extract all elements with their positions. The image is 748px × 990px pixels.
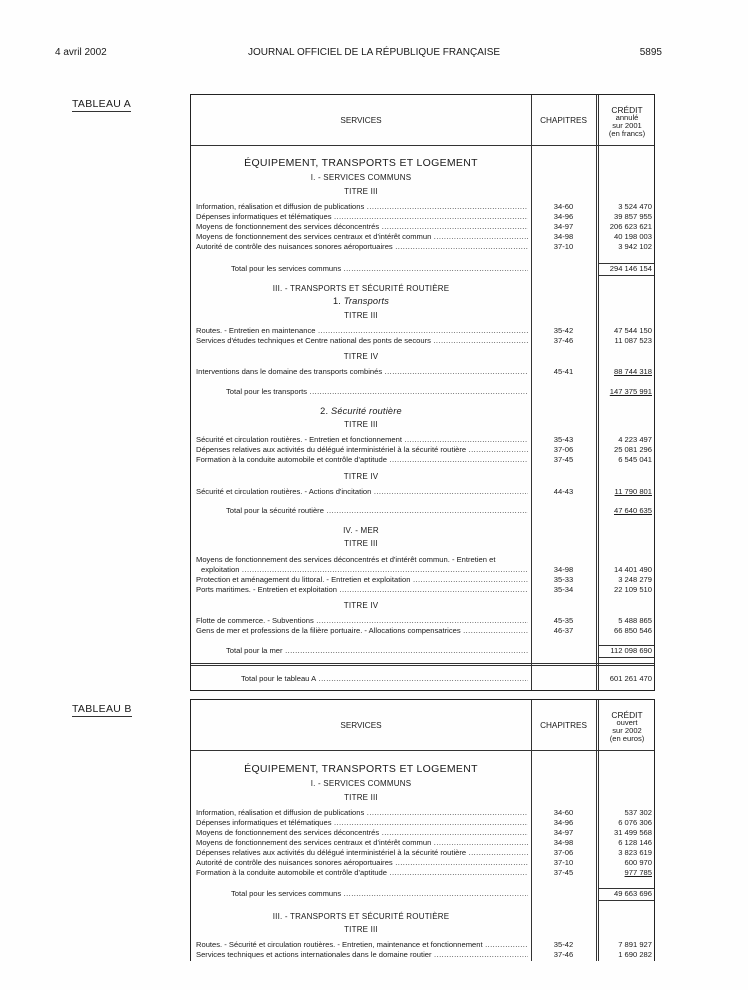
- col-header-chapitres: CHAPITRES: [540, 116, 587, 125]
- row-label: Services techniques et actions internationales dans le domaine routier .....: [196, 950, 528, 960]
- row-amount: 22 109 510: [613, 585, 652, 594]
- row-amount: 6 545 041: [618, 455, 652, 464]
- total-label: Total pour les services communs .....: [231, 264, 528, 274]
- section-title: III. - TRANSPORTS ET SÉCURITÉ ROUTIÈRE: [272, 912, 450, 921]
- col-header-credit: CRÉDIT: [611, 710, 643, 720]
- row-label: Moyens de fonctionnement des services déconcentrés et d'intérêt commun. - Entretien et: [196, 555, 496, 564]
- grand-total-label: Total pour le tableau A .....: [241, 674, 528, 684]
- row-chapitre: 37-06: [553, 848, 574, 857]
- col-header-services: SERVICES: [340, 116, 382, 125]
- col-header-credit-unit: (en euros): [609, 734, 645, 743]
- row-label: Formation à la conduite automobile et contrôle d'aptitude .....: [196, 455, 528, 465]
- subsection-number: 1.: [332, 296, 342, 306]
- row-amount: 39 857 955: [613, 212, 652, 221]
- section-title: III. - TRANSPORTS ET SÉCURITÉ ROUTIÈRE: [272, 284, 450, 293]
- row-chapitre: 37-06: [553, 445, 574, 454]
- col-header-credit-sub: ouvert: [616, 718, 638, 727]
- grand-total-divider: [191, 665, 654, 666]
- subsection-number: 2.: [320, 406, 329, 416]
- ministry-title: ÉQUIPEMENT, TRANSPORTS ET LOGEMENT: [244, 763, 478, 775]
- row-label: Information, réalisation et diffusion de publications .....: [196, 808, 528, 818]
- row-label: Interventions dans le domaine des transports combinés .....: [196, 367, 528, 377]
- row-amount: 3 823 619: [618, 848, 652, 857]
- row-amount: 3 524 470: [618, 202, 652, 211]
- total-label: Total pour la sécurité routière .....: [226, 506, 528, 516]
- row-amount: 977 785: [624, 868, 652, 877]
- total-amount: 49 663 696: [613, 889, 652, 898]
- row-chapitre: 35-33: [553, 575, 574, 584]
- column-divider: [531, 95, 532, 690]
- row-label: Dépenses informatiques et télématiques .....: [196, 818, 528, 828]
- subsection-title: [191, 296, 531, 306]
- grand-total-amount: 601 261 470: [609, 674, 652, 683]
- row-amount: 40 198 003: [613, 232, 652, 241]
- tableau-b: [190, 699, 655, 961]
- subsection-title: [191, 406, 531, 416]
- row-amount: 11 790 801: [614, 487, 652, 496]
- col-header-chapitres: CHAPITRES: [540, 721, 587, 730]
- row-chapitre: 35-43: [553, 435, 574, 444]
- grand-total-divider: [191, 663, 654, 664]
- titre-heading: TITRE III: [344, 925, 378, 934]
- col-header-credit-sub: sur 2002: [612, 726, 642, 735]
- row-label-continued: exploitation .....: [201, 565, 528, 575]
- row-chapitre: 37-10: [553, 858, 574, 867]
- row-chapitre: 34-97: [553, 828, 574, 837]
- titre-heading: TITRE III: [344, 539, 378, 548]
- titre-heading: TITRE IV: [343, 601, 379, 610]
- row-amount: 7 891 927: [618, 940, 652, 949]
- page-date: 4 avril 2002: [55, 47, 107, 58]
- row-label: Routes. - Sécurité et circulation routières. - Entretien, maintenance et fonctionnement .....: [196, 940, 528, 950]
- row-label: Routes. - Entretien en maintenance .....: [196, 326, 528, 336]
- header-divider: [191, 750, 654, 751]
- row-amount: 66 850 546: [613, 626, 652, 635]
- tableau-b-label: TABLEAU B: [72, 703, 132, 715]
- row-chapitre: 37-10: [553, 242, 574, 251]
- row-label: Ports maritimes. - Entretien et exploitation .....: [196, 585, 528, 595]
- titre-heading: TITRE III: [344, 793, 378, 802]
- row-label: Sécurité et circulation routières. - Actions d'incitation .....: [196, 487, 528, 497]
- row-amount: 3 248 279: [618, 575, 652, 584]
- row-amount: 537 302: [624, 808, 652, 817]
- column-divider: [596, 700, 597, 961]
- row-amount: 1 690 282: [618, 950, 652, 959]
- row-label: Flotte de commerce. - Subventions .....: [196, 616, 528, 626]
- titre-heading: TITRE III: [344, 420, 378, 429]
- titre-heading: TITRE III: [344, 311, 378, 320]
- row-label: Dépenses relatives aux activités du délégué interministériel à la sécurité routière .....: [196, 445, 528, 455]
- row-chapitre: 34-98: [553, 232, 574, 241]
- row-label: Information, réalisation et diffusion de publications .....: [196, 202, 528, 212]
- row-amount: 31 499 568: [613, 828, 652, 837]
- titre-heading: TITRE III: [344, 187, 378, 196]
- total-label: Total pour les services communs .....: [231, 889, 528, 899]
- total-amount: 47 640 635: [613, 506, 652, 515]
- section-title: I. - SERVICES COMMUNS: [310, 173, 412, 182]
- row-amount: 11 087 523: [614, 336, 652, 345]
- total-amount: 147 375 991: [609, 387, 652, 396]
- row-chapitre: 45-41: [553, 367, 574, 376]
- total-amount: 112 098 690: [610, 646, 652, 655]
- row-amount: 88 744 318: [613, 367, 652, 376]
- row-chapitre: 37-46: [553, 336, 574, 345]
- row-label: Dépenses relatives aux activités du délégué interministériel à la sécurité routière .....: [196, 848, 528, 858]
- row-label: Formation à la conduite automobile et contrôle d'aptitude .....: [196, 868, 528, 878]
- row-chapitre: 44-43: [553, 487, 574, 496]
- row-amount: 14 401 490: [613, 565, 652, 574]
- row-chapitre: 35-42: [553, 326, 574, 335]
- row-chapitre: 35-34: [553, 585, 574, 594]
- row-amount: 4 223 497: [618, 435, 652, 444]
- row-amount: 25 081 296: [613, 445, 652, 454]
- row-chapitre: 34-60: [553, 808, 574, 817]
- ministry-title: ÉQUIPEMENT, TRANSPORTS ET LOGEMENT: [244, 157, 478, 169]
- row-amount: 6 128 146: [618, 838, 652, 847]
- row-chapitre: 37-45: [553, 455, 574, 464]
- titre-heading: TITRE IV: [343, 472, 379, 481]
- total-label: Total pour la mer .....: [226, 646, 528, 656]
- row-amount: 3 942 102: [618, 242, 652, 251]
- row-amount: 47 544 150: [613, 326, 652, 335]
- subsection-name: Transports: [343, 296, 390, 306]
- column-divider: [596, 95, 597, 690]
- row-chapitre: 37-46: [553, 950, 574, 959]
- row-chapitre: 34-60: [553, 202, 574, 211]
- section-title: I. - SERVICES COMMUNS: [310, 779, 412, 788]
- row-amount: 600 970: [624, 858, 652, 867]
- row-label: Dépenses informatiques et télématiques .....: [196, 212, 528, 222]
- row-chapitre: 46-37: [553, 626, 574, 635]
- row-amount: 206 623 621: [609, 222, 652, 231]
- page-number: 5895: [639, 47, 662, 58]
- col-header-credit-sub: annulé: [615, 113, 639, 122]
- row-label: Autorité de contrôle des nuisances sonores aéroportuaires .....: [196, 858, 528, 868]
- subsection-name: Sécurité routière: [331, 406, 402, 416]
- journal-title: JOURNAL OFFICIEL DE LA RÉPUBLIQUE FRANÇAISE: [247, 47, 501, 58]
- row-chapitre: 45-35: [553, 616, 574, 625]
- total-label: Total pour les transports .....: [226, 387, 528, 397]
- section-title: IV. - MER: [343, 526, 379, 535]
- col-header-services: SERVICES: [340, 721, 382, 730]
- row-amount: 5 488 865: [618, 616, 652, 625]
- row-amount: 6 076 306: [618, 818, 652, 827]
- row-label: Moyens de fonctionnement des services déconcentrés .....: [196, 828, 528, 838]
- header-divider: [191, 145, 654, 146]
- row-label: Services d'études techniques et Centre national des ponts de secours .....: [196, 336, 528, 346]
- row-chapitre: 34-96: [553, 818, 574, 827]
- tableau-a: [190, 94, 655, 691]
- row-chapitre: 34-98: [553, 565, 574, 574]
- col-header-credit: CRÉDIT: [611, 105, 643, 115]
- total-amount: 294 146 154: [609, 264, 652, 273]
- titre-heading: TITRE IV: [343, 352, 379, 361]
- row-chapitre: 37-45: [553, 868, 574, 877]
- row-label: Autorité de contrôle des nuisances sonores aéroportuaires .....: [196, 242, 528, 252]
- row-chapitre: 34-96: [553, 212, 574, 221]
- row-chapitre: 34-97: [553, 222, 574, 231]
- row-label: Sécurité et circulation routières. - Entretien et fonctionnement .....: [196, 435, 528, 445]
- row-label: Protection et aménagement du littoral. - Entretien et exploitation .....: [196, 575, 528, 585]
- col-header-credit-sub: sur 2001: [612, 121, 642, 130]
- row-label: Moyens de fonctionnement des services centraux et d'intérêt commun .....: [196, 838, 528, 848]
- row-label: Moyens de fonctionnement des services centraux et d'intérêt commun .....: [196, 232, 528, 242]
- row-chapitre: 34-98: [553, 838, 574, 847]
- row-chapitre: 35-42: [553, 940, 574, 949]
- col-header-credit-unit: (en francs): [608, 129, 646, 138]
- row-label: Moyens de fonctionnement des services déconcentrés .....: [196, 222, 528, 232]
- tableau-a-label: TABLEAU A: [72, 98, 132, 110]
- row-label: Gens de mer et professions de la filière portuaire. - Allocations compensatrices .....: [196, 626, 528, 636]
